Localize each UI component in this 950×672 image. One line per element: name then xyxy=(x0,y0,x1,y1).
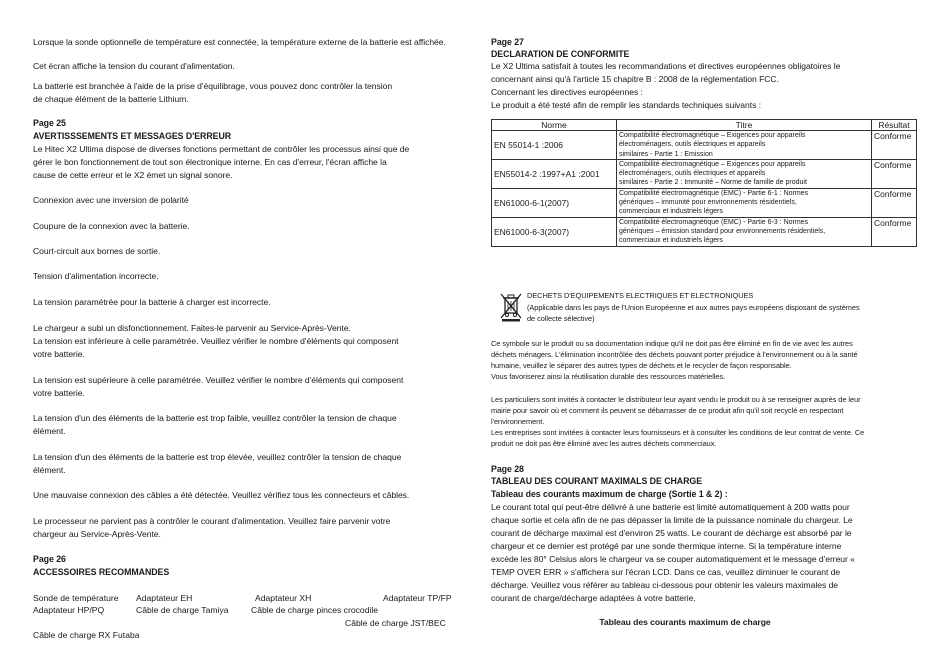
standard-result: Conforme xyxy=(872,188,917,217)
table-header-row xyxy=(492,120,917,131)
page-number-25: Page 25 xyxy=(33,118,66,128)
errors-intro-line1: Le Hitec X2 Ultima dispose de diverses fonctions permettant de contrôler les processus ainsi que de xyxy=(33,144,410,154)
error-message: élément. xyxy=(33,426,66,436)
error-message: La tension d'un des éléments de la batterie est trop faible, veuillez contrôler la tension de chaque xyxy=(33,413,397,423)
balance-text-line1: La batterie est branchée à l'aide de la prise d'équilibrage, vous pouvez donc contrôler la tension xyxy=(33,81,393,91)
error-message: La tension est supérieure à celle paramétrée. Veuillez vérifier le nombre d'éléments qui composent xyxy=(33,375,404,385)
error-message: Tension d'alimentation incorrecte. xyxy=(33,271,159,281)
table-row xyxy=(492,131,917,160)
error-message: votre batterie. xyxy=(33,349,85,359)
declaration-line3: Concernant les directives européennes : xyxy=(491,87,643,97)
weee-text: déchets ménagers. L'élimination incontrôlée des déchets pouvant porter préjudice à l'environnement ou à la santé xyxy=(491,350,858,359)
accessory-item: Câble de charge RX Futaba xyxy=(33,630,140,640)
error-message: La tension paramétrée pour la batterie à charger est incorrecte. xyxy=(33,297,271,307)
error-message: Une mauvaise connexion des câbles a été détectée. Veuillez vérifiez tous les connecteurs et câbles. xyxy=(33,490,410,500)
weee-text: Ce symbole sur le produit ou sa documentation indique qu'il ne doit pas être éliminé en fin de vie avec les autres xyxy=(491,339,853,348)
column-header: Résultat xyxy=(872,120,917,131)
error-message: élément. xyxy=(33,465,66,475)
accessory-item: Câble de charge Tamiya xyxy=(136,605,229,615)
currents-text: Le courant total qui peut-être délivré à une batterie est limité automatiquement à 200 watts pour xyxy=(491,502,850,512)
error-message: La tension est inférieure à celle paramétrée. Veuillez vérifier le nombre d'éléments qui composent xyxy=(33,336,399,346)
error-message: Le processeur ne parvient pas à contrôler le courant d'alimentation. Veuillez faire parvenir votre xyxy=(33,516,391,526)
temp-probe-text: Lorsque la sonde optionnelle de température est connectée, la température externe de la batterie est affichée. xyxy=(33,37,446,47)
accessory-item: Adaptateur HP/PQ xyxy=(33,605,105,615)
error-message: votre batterie. xyxy=(33,388,85,398)
standard-title: Compatibilité électromagnétique (EMC) - Partie 6-3 : Normes génériques – émission standard pour environnements résidentiels, commerciaux et industriels légers xyxy=(617,217,872,246)
crossed-bin-icon xyxy=(499,292,523,322)
supply-voltage-text: Cet écran affiche la tension du courant d'alimentation. xyxy=(33,61,235,71)
section-heading-conformity: DECLARATION DE CONFORMITE xyxy=(491,49,630,59)
table-caption: Tableau des courants maximum de charge xyxy=(599,617,771,627)
weee-scope-line2: de collecte sélective) xyxy=(527,314,595,323)
errors-intro-line3: cause de cette erreur et le X2 émet un signal sonore. xyxy=(33,170,233,180)
page-number-27: Page 27 xyxy=(491,37,524,47)
section-heading-errors: AVERTISSSEMENTS ET MESSAGES D'ERREUR xyxy=(33,131,232,141)
currents-text: décharge. Veuillez vous référer au tableau ci-dessous pour obtenir les valeurs maximales de xyxy=(491,580,839,590)
currents-text: TEMP OVER ERR » s'affichera sur l'écran LCD. Dans ce cas, veuillez diminuer le courant de xyxy=(491,567,841,577)
standard-title: Compatibilité électromagnétique – Exigences pour appareils électroménagers, outils électriques et appareils similaires - Partie 1 : Emission xyxy=(617,131,872,160)
error-message: La tension d'un des éléments de la batterie est trop élevée, veuillez contrôler la tension de chaque xyxy=(33,452,402,462)
page-number-28: Page 28 xyxy=(491,464,524,474)
currents-text: courant de charge/décharge adaptées à votre batterie. xyxy=(491,593,696,603)
accessory-item: Câble de charge JST/BEC xyxy=(345,618,446,628)
section-heading-accessories: ACCESSOIRES RECOMMANDES xyxy=(33,567,170,577)
currents-text: excède les 80° Celsius alors le chargeur va se couper automatiquement et le message d'erreur « xyxy=(491,554,855,564)
subheading-max-currents: Tableau des courants maximum de charge (Sortie 1 & 2) : xyxy=(491,489,728,499)
weee-text: Les entreprises sont invitées à contacter leurs fournisseurs et à consulter les conditions de leur contrat de vente. Ce xyxy=(491,428,865,437)
column-header: Titre xyxy=(617,120,872,131)
weee-text: humaine, veuillez le séparer des autres types de déchets et le recycler de façon responsable. xyxy=(491,361,792,370)
standard-code: EN61000-6-1(2007) xyxy=(492,188,617,217)
error-message: Coupure de la connexion avec la batterie. xyxy=(33,221,190,231)
error-message: chargeur au Service-Après-Vente. xyxy=(33,529,161,539)
table-row xyxy=(492,159,917,188)
table-row xyxy=(492,217,917,246)
error-message: Court-circuit aux bornes de sortie. xyxy=(33,246,161,256)
declaration-line4: Le produit a été testé afin de remplir les standards techniques suivants : xyxy=(491,100,762,110)
accessory-item: Sonde de température xyxy=(33,593,119,603)
weee-title: DECHETS D'EQUIPEMENTS ELECTRIQUES ET ELECTRONIQUES xyxy=(527,291,754,300)
accessory-item: Adaptateur XH xyxy=(255,593,312,603)
weee-text: l'environnement. xyxy=(491,417,545,426)
currents-text: chaque sortie et cela afin de ne pas dépasser la limite de la puissance nominale du chargeur. Le xyxy=(491,515,853,525)
weee-scope-line1: (Applicable dans les pays de l'Union Européenne et aux autres pays européens disposant de systèmes xyxy=(527,303,860,312)
error-message: Connexion avec une inversion de polarité xyxy=(33,195,189,205)
table-row xyxy=(492,188,917,217)
standard-result: Conforme xyxy=(872,159,917,188)
standard-result: Conforme xyxy=(872,131,917,160)
standard-code: EN61000-6-3(2007) xyxy=(492,217,617,246)
weee-text: mairie pour savoir où et comment ils peuvent se débarrasser de ce produit afin qu'il soit recyclé en respectant xyxy=(491,406,844,415)
weee-text: produit ne doit pas être éliminé avec les autres déchets commerciaux. xyxy=(491,439,717,448)
accessory-item: Adaptateur EH xyxy=(136,593,193,603)
standard-code: EN 55014-1 :2006 xyxy=(492,131,617,160)
declaration-line1: Le X2 Ultima satisfait à toutes les recommandations et directives européennes obligatoires le xyxy=(491,61,841,71)
declaration-line2: concernant ainsi qu'à l'article 15 chapitre B : 2008 de la réglementation FCC. xyxy=(491,74,779,84)
weee-text: Vous favoriserez ainsi la réutilisation durable des ressources matérielles. xyxy=(491,372,726,381)
currents-text: chargeur et ce dernier est protégé par une sonde thermique interne. Si la température interne xyxy=(491,541,842,551)
standard-title: Compatibilité électromagnétique (EMC) - Partie 6-1 : Normes génériques – immunité pour environnements résidentiels, commerciaux et industriels légers xyxy=(617,188,872,217)
standard-result: Conforme xyxy=(872,217,917,246)
standard-code: EN55014-2 :1997+A1 :2001 xyxy=(492,159,617,188)
weee-text: Les particuliers sont invités à contacter le distributeur leur ayant vendu le produit ou à se renseigner auprès de leur xyxy=(491,395,861,404)
errors-intro-line2: gérer le bon fonctionnement de tout son électronique interne. En cas d'erreur, l'écran affiche la xyxy=(33,157,387,167)
column-header: Norme xyxy=(492,120,617,131)
accessory-item: Adaptateur TP/FP xyxy=(383,593,452,603)
standard-title: Compatibilité électromagnétique – Exigences pour appareils électroménagers, outils électriques et appareils similaires - Partie 2 : Immunité – Norme de famille de produit xyxy=(617,159,872,188)
standards-table xyxy=(491,119,917,247)
balance-text-line2: de chaque élément de la batterie Lithium. xyxy=(33,94,189,104)
currents-text: courant de décharge maximal est d'environ 25 watts. Le courant de décharge est absorbé par le xyxy=(491,528,852,538)
page-number-26: Page 26 xyxy=(33,554,66,564)
accessory-item: Câble de charge pinces crocodile xyxy=(251,605,379,615)
error-message: Le chargeur a subi un disfonctionnement. Faites-le parvenir au Service-Après-Vente. xyxy=(33,323,351,333)
section-heading-max-currents: TABLEAU DES COURANT MAXIMALS DE CHARGE xyxy=(491,476,703,486)
